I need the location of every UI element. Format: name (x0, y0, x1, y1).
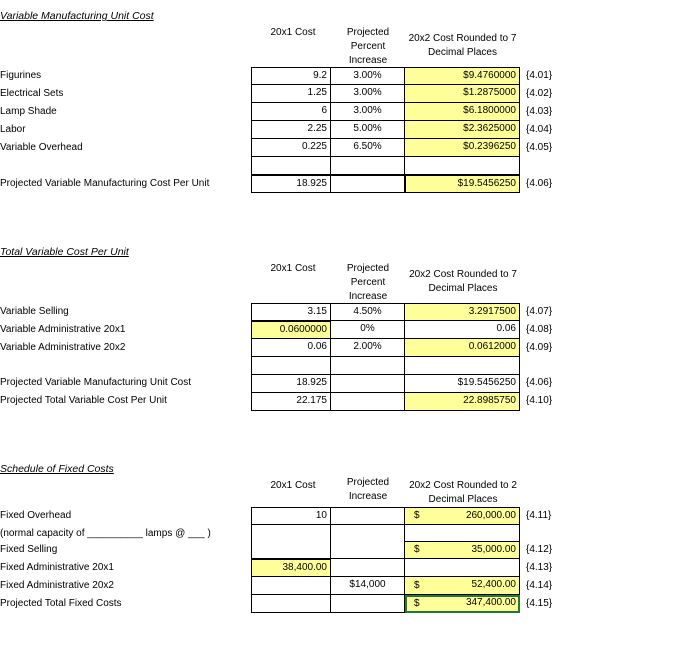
cost-cell[interactable]: 6 (251, 103, 331, 121)
pct-cell[interactable]: 2.00% (331, 339, 405, 357)
ref-code: {4.13} (526, 562, 553, 573)
cost-cell[interactable]: 2.25 (251, 121, 331, 139)
ref-code: {4.05} (526, 142, 553, 153)
ref-code: {4.01} (526, 70, 553, 81)
total-rounded-cell[interactable]: $19.5456250 (405, 175, 520, 193)
rounded-cost-cell[interactable]: 0.06 (405, 321, 520, 339)
row-label: Variable Administrative 20x2 (0, 342, 126, 353)
row-label: Figurines (0, 70, 42, 81)
cost-cell[interactable]: 1.25 (251, 85, 331, 103)
header-20x2-rounded: 20x2 Cost Rounded to 2 Decimal Places (409, 480, 517, 505)
ref-code: {4.09} (526, 342, 553, 353)
rounded-cost-cell[interactable]: 0.0612000 (405, 339, 520, 357)
pct-cell[interactable]: 3.00% (331, 103, 405, 121)
empty-cell[interactable] (331, 393, 405, 411)
pct-cell[interactable]: 3.00% (331, 67, 405, 85)
rounded-cost-cell[interactable]: 260,000.00 (405, 507, 520, 525)
empty-cell[interactable] (251, 577, 331, 595)
rounded-cost-cell[interactable]: 52,400.00 (405, 577, 520, 595)
ref-code: {4.07} (526, 306, 553, 317)
rounded-cost-cell[interactable]: $1.2875000 (405, 85, 520, 103)
header-20x1-cost: 20x1 Cost (270, 263, 316, 274)
row-label: Fixed Administrative 20x1 (0, 562, 114, 573)
ref-code: {4.08} (526, 324, 553, 335)
cost-cell[interactable]: 38,400.00 (251, 559, 331, 577)
row-label: Electrical Sets (0, 88, 64, 99)
header-20x2-rounded: 20x2 Cost Rounded to 7 Decimal Places (409, 269, 517, 294)
empty-cell[interactable] (251, 595, 331, 613)
total-fixed-cost-cell[interactable]: 347,400.00 (405, 595, 520, 613)
row-label: Labor (0, 124, 26, 135)
ref-code: {4.03} (526, 106, 553, 117)
increase-cell[interactable]: $14,000 (331, 577, 405, 595)
ref-code: {4.14} (526, 580, 553, 591)
ref-code: {4.06} (526, 178, 553, 189)
ref-code: {4.10} (526, 395, 553, 406)
row-label: Fixed Overhead (0, 510, 72, 521)
cost-cell[interactable]: 9.2 (251, 67, 331, 85)
empty-cell[interactable] (331, 175, 405, 193)
empty-cell[interactable] (251, 357, 331, 375)
empty-cell[interactable] (331, 507, 405, 525)
rounded-cost-cell[interactable]: $0.2396250 (405, 139, 520, 157)
total-rounded-cell[interactable]: 22.8985750 (405, 393, 520, 411)
ref-code: {4.15} (526, 598, 553, 609)
ref-code: {4.11} (526, 510, 552, 521)
ref-code: {4.06} (526, 377, 553, 388)
rounded-cost-cell[interactable]: $9.4760000 (405, 67, 520, 85)
empty-cell[interactable] (331, 541, 405, 559)
row-label: Fixed Selling (0, 544, 58, 555)
header-20x1-cost: 20x1 Cost (270, 27, 316, 38)
ref-code: {4.02} (526, 88, 553, 99)
total-label: Projected Total Fixed Costs (0, 598, 122, 609)
empty-cell[interactable] (405, 357, 520, 375)
pct-cell[interactable]: 5.00% (331, 121, 405, 139)
empty-cell[interactable] (331, 157, 405, 175)
cost-cell[interactable]: 10 (251, 507, 331, 525)
total-label: Projected Variable Manufacturing Cost Per Unit (0, 178, 210, 189)
section-title-variable-manufacturing: Variable Manufacturing Unit Cost (0, 10, 154, 22)
total-rounded-cell[interactable]: $19.5456250 (405, 375, 520, 393)
empty-cell[interactable] (331, 357, 405, 375)
empty-cell[interactable] (331, 375, 405, 393)
empty-cell[interactable] (331, 595, 405, 613)
dollar-sign: $ (414, 598, 420, 609)
cost-cell[interactable]: 0.0600000 (251, 321, 331, 339)
cost-cell[interactable]: 0.06 (251, 339, 331, 357)
header-20x2-rounded: 20x2 Cost Rounded to 7 Decimal Places (408, 33, 517, 58)
dollar-sign: $ (414, 580, 420, 591)
total-label: Projected Total Variable Cost Per Unit (0, 395, 167, 406)
ref-code: {4.12} (526, 544, 553, 555)
row-label: Fixed Administrative 20x2 (0, 580, 114, 591)
pct-cell[interactable]: 6.50% (331, 139, 405, 157)
empty-cell[interactable] (405, 559, 520, 577)
total-cost-cell[interactable]: 18.925 (251, 175, 331, 193)
dollar-sign: $ (414, 544, 420, 555)
empty-cell[interactable] (331, 559, 405, 577)
total-cost-cell[interactable]: 22.175 (251, 393, 331, 411)
empty-cell[interactable] (251, 157, 331, 175)
section-title-fixed-costs: Schedule of Fixed Costs (0, 463, 114, 475)
row-label: Lamp Shade (0, 106, 57, 117)
cost-cell[interactable]: 0.225 (251, 139, 331, 157)
header-20x1-cost: 20x1 Cost (270, 480, 316, 491)
row-label: Variable Overhead (0, 142, 83, 153)
dollar-sign: $ (414, 510, 420, 521)
cost-cell[interactable]: 3.15 (251, 303, 331, 321)
row-label: Variable Administrative 20x1 (0, 324, 126, 335)
empty-cell[interactable] (405, 157, 520, 175)
row-label: Variable Selling (0, 306, 69, 317)
rounded-cost-cell[interactable]: 3.2917500 (405, 303, 520, 321)
rounded-cost-cell[interactable]: 35,000.00 (405, 541, 520, 559)
total-label: Projected Variable Manufacturing Unit Cost (0, 377, 192, 388)
pct-cell[interactable]: 0% (331, 321, 405, 339)
header-projected-percent: Projected Percent Increase (346, 27, 390, 66)
rounded-cost-cell[interactable]: $6.1800000 (405, 103, 520, 121)
pct-cell[interactable]: 3.00% (331, 85, 405, 103)
section-title-total-variable: Total Variable Cost Per Unit (0, 246, 129, 258)
row-label: (normal capacity of __________ lamps @ ___ ) (0, 528, 211, 539)
header-projected-increase: Projected Increase (346, 477, 390, 502)
total-cost-cell[interactable]: 18.925 (251, 375, 331, 393)
rounded-cost-cell[interactable]: $2.3625000 (405, 121, 520, 139)
pct-cell[interactable]: 4.50% (331, 303, 405, 321)
empty-cell[interactable] (251, 541, 331, 559)
ref-code: {4.04} (526, 124, 553, 135)
header-projected-percent: Projected Percent Increase (346, 263, 390, 302)
